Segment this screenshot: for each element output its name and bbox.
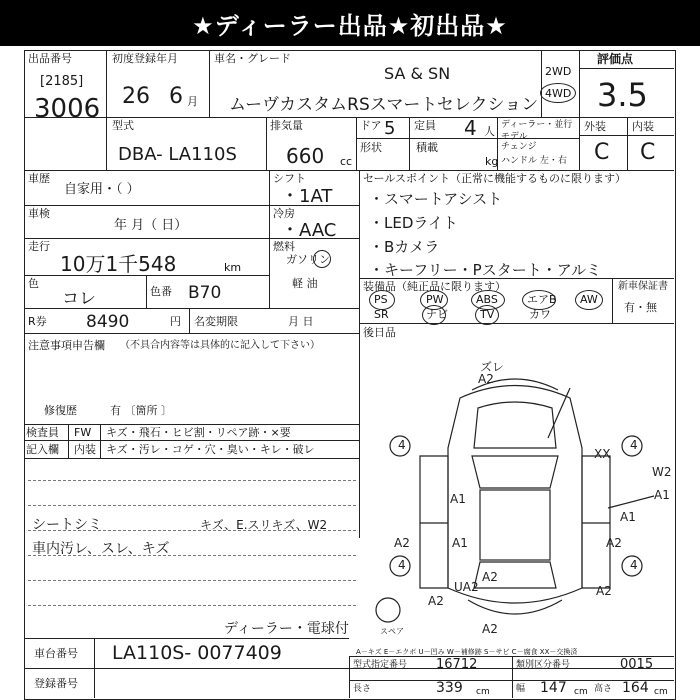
length-unit: cm <box>476 687 490 697</box>
mileage-unit: km <box>224 261 242 274</box>
damage-legend: A－キズ E－エクボ U－凹み W－補修跡 S－サビ C－腐食 XX－交換済 <box>356 648 578 656</box>
mark-tire-rr: 4 <box>630 558 638 572</box>
equip-pw: PW <box>426 293 444 306</box>
equip-tv: TV <box>480 308 495 321</box>
model-change-label: モデル <box>501 132 528 142</box>
grade-top: SA & SN <box>384 64 451 83</box>
class-label: 類別区分番号 <box>516 660 571 670</box>
model-cert-label: 型式指定番号 <box>353 660 408 670</box>
drive-4wd: 4WD <box>545 87 572 100</box>
sales-points-label: セールスポイント（正常に機能するものに限ります） <box>363 172 627 185</box>
banner <box>0 0 700 46</box>
ac-label: 冷房 <box>273 207 295 220</box>
mark-tire-fr: 4 <box>630 438 638 452</box>
new-guarantee-label: 新車保証書 <box>618 281 668 292</box>
mark-a2-top: A2 <box>478 372 494 386</box>
model-label: 型式 <box>112 119 134 132</box>
entry-items: キズ・汚レ・コゲ・穴・臭い・キレ・破レ <box>106 443 315 456</box>
name-period-label: 名変期限 <box>194 315 238 328</box>
mark-a2-rr: A2 <box>596 584 612 598</box>
shift-label: シフト <box>273 172 306 185</box>
rear-bumper <box>468 600 562 614</box>
car-body-outline <box>448 386 582 604</box>
mark-zure: ズレ <box>480 360 505 374</box>
height-unit: cm <box>654 687 668 697</box>
capacity-value: 4 <box>464 116 477 140</box>
inspector-fw: FW <box>74 426 92 439</box>
ac-value: ・AAC <box>281 220 337 241</box>
repair-label: 修復歴 <box>44 404 77 417</box>
mark-ua2: UA2 <box>454 580 479 594</box>
hood <box>474 402 556 448</box>
equip-airbag: エアB <box>527 293 557 306</box>
fuel-label: 燃料 <box>273 240 295 253</box>
width-value: 147 <box>540 680 567 696</box>
circle-aw <box>575 290 603 310</box>
inspector-label: 検査員 <box>26 426 59 439</box>
sales-point-2: ・LEDライト <box>369 214 458 232</box>
mileage-value: 10万1千548 <box>60 252 177 276</box>
right-side <box>582 456 610 588</box>
mark-a2-rl: A2 <box>428 594 444 608</box>
grade-main: ムーヴカスタムRSスマートセレクション <box>229 95 539 115</box>
capacity-unit: 人 <box>484 125 495 138</box>
car-diagram <box>360 338 674 648</box>
fuel-gas: ガソリン <box>286 253 330 266</box>
color-no-value: B70 <box>188 283 222 303</box>
lot-sub: [2185] <box>40 74 84 89</box>
equipment-label: 装備品（純正品に限ります） <box>363 280 506 293</box>
mark-xx: XX <box>594 447 611 461</box>
load-unit: kg <box>485 155 499 168</box>
first-reg-label: 初度登録年月 <box>112 52 178 65</box>
chassis-label: 車台番号 <box>34 647 78 660</box>
month-unit: 月 <box>187 95 198 108</box>
width-unit: cm <box>574 687 588 697</box>
mark-a1-right2: A1 <box>620 510 636 524</box>
new-guarantee-value: 有・無 <box>624 301 657 314</box>
back-label: 後日品 <box>363 326 396 339</box>
height-value: 164 <box>622 680 649 696</box>
spare-tire <box>376 598 400 622</box>
mark-a2-bottom: A2 <box>482 622 498 636</box>
signature: ディーラー・電球付 <box>224 621 349 637</box>
chassis-value: LA110S- 0077409 <box>112 642 282 664</box>
int-grade: C <box>640 140 656 165</box>
windshield <box>472 456 558 488</box>
inspection-label: 車検 <box>28 207 50 220</box>
equip-ps: PS <box>374 293 388 306</box>
fuel-gas-circle <box>313 250 331 268</box>
first-reg-month: 6 <box>169 84 183 109</box>
recycle-label: R券 <box>28 315 47 328</box>
pointer-w2 <box>608 496 654 508</box>
first-reg-year: 26 <box>122 84 150 109</box>
equip-leather: カワ <box>529 308 551 321</box>
sales-point-3: ・Bカメラ <box>369 238 440 256</box>
color-no-label: 色番 <box>150 285 172 298</box>
mark-spare: スペア <box>380 627 404 636</box>
circle-tv <box>475 305 499 325</box>
dealer-label: ディーラー・並行 <box>501 120 573 130</box>
history-label: 車歴 <box>28 172 50 185</box>
auction-sheet <box>24 50 700 700</box>
int-label: 内装 <box>632 120 654 133</box>
equip-sr: SR <box>374 308 389 321</box>
entry-label: 記入欄 <box>26 443 59 456</box>
equip-aw: AW <box>580 293 598 306</box>
history-value: 自家用・（ ） <box>64 182 140 197</box>
mark-tire-fl: 4 <box>398 438 406 452</box>
model-change-sub: チェンジ <box>501 142 537 152</box>
name-period-value: 月 日 <box>288 315 314 328</box>
shift-value: ・1AT <box>281 186 333 207</box>
mark-a2-left: A2 <box>394 536 410 550</box>
load-label: 積載 <box>416 141 438 154</box>
banner-title: ★ディーラー出品★初出品★ <box>192 11 508 40</box>
displacement-label: 排気量 <box>270 119 303 132</box>
mark-a1-left: A1 <box>450 492 466 506</box>
ext-grade: C <box>594 140 610 165</box>
width-label: 幅 <box>516 684 526 694</box>
recycle-unit: 円 <box>170 315 181 328</box>
circle-ps <box>369 290 395 310</box>
mark-tire-rl: 4 <box>398 558 406 572</box>
remark-1-right: キズ、E.スリキズ、W2 <box>200 518 328 532</box>
drive-2wd: 2WD <box>545 65 572 78</box>
mark-w2: W2 <box>652 465 672 479</box>
score: 3.5 <box>597 76 648 114</box>
score-label: 評価点 <box>597 52 634 66</box>
lot-number: 3006 <box>34 94 101 124</box>
height-label: 高さ <box>594 684 613 694</box>
inspector-items: キズ・飛石・ヒビ割・リペア跡・×要 <box>106 426 291 439</box>
mark-a1-right: A1 <box>654 488 670 502</box>
mark-a2-right: A2 <box>606 536 622 550</box>
name-label: 車名・グレード <box>214 52 291 65</box>
class-value: 0015 <box>620 657 654 672</box>
equip-navi: ナビ <box>426 308 448 321</box>
circle-navi <box>422 305 446 325</box>
sales-point-1: ・スマートアシスト <box>369 190 503 208</box>
displacement-value: 660 <box>286 144 325 168</box>
mileage-label: 走行 <box>28 240 50 253</box>
length-value: 339 <box>436 680 463 696</box>
notes-label: 注意事項申告欄 <box>28 339 105 352</box>
remark-2: 車内汚レ、スレ、キズ <box>32 541 170 557</box>
roof <box>480 490 550 560</box>
mark-a2-rear: A2 <box>482 570 498 584</box>
shape-label: 形状 <box>360 141 382 154</box>
length-label: 長さ <box>353 684 372 694</box>
model-value: DBA- LA110S <box>118 144 237 165</box>
drive-4wd-circle <box>540 83 576 103</box>
fuel-light: 軽 油 <box>292 277 318 290</box>
displacement-unit: cc <box>340 155 353 168</box>
model-cert-value: 16712 <box>436 657 478 672</box>
remark-1: シートシミ <box>32 517 102 533</box>
doors-value: 5 <box>384 118 396 139</box>
entry-int: 内装 <box>74 443 96 456</box>
capacity-label: 定員 <box>414 119 436 132</box>
repair-value: 有 〔箇所 〕 <box>110 404 172 417</box>
equip-abs: ABS <box>476 293 498 306</box>
lot-label: 出品番号 <box>28 52 72 65</box>
color-value: コレ <box>62 289 96 309</box>
recycle-value: 8490 <box>86 312 130 332</box>
reg-label: 登録番号 <box>34 677 78 690</box>
pointer-top <box>548 388 570 438</box>
handle-label: ハンドル 左・右 <box>501 156 567 166</box>
notes-sub: （不具合内容等は具体的に記入して下さい） <box>120 340 320 351</box>
color-label: 色 <box>28 277 39 290</box>
ext-label: 外装 <box>584 120 606 133</box>
doors-label: ドア <box>360 119 382 132</box>
circle-airbag <box>522 290 556 310</box>
left-side <box>420 456 448 588</box>
mark-a1-left2: A1 <box>452 536 468 550</box>
sales-point-4: ・キーフリー・Pスタート・アルミ <box>369 261 602 279</box>
inspection-value: 年 月（ 日） <box>114 218 188 233</box>
